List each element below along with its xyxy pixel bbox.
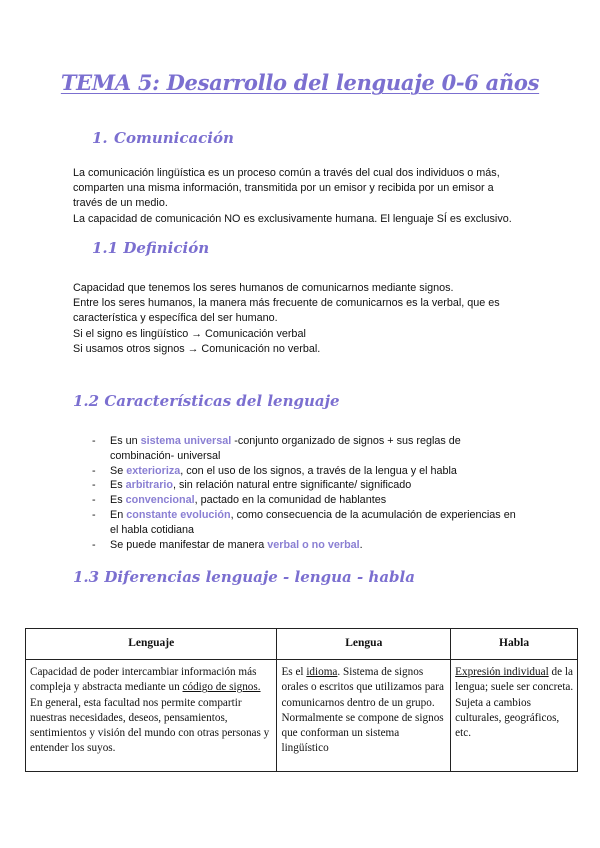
cell-lenguaje <box>26 660 277 772</box>
section-heading-comunicacion <box>92 129 234 147</box>
list-dash: - <box>92 494 96 507</box>
table-row <box>26 660 578 772</box>
section-heading-definicion: 1.1 Definición <box>92 239 210 257</box>
paragraph: Entre los seres humanos, la manera más frecuente de comunicarnos es la verbal, que es característica y específica del ser humano. <box>73 297 500 325</box>
cell-underlined: idioma <box>306 666 338 678</box>
item-text: , como consecuencia de la acumulación de experiencias en el habla cotidiana <box>110 508 516 536</box>
item-text: Es un <box>110 435 141 447</box>
table-header-habla: Habla <box>451 629 578 660</box>
table-header-lenguaje: Lenguaje <box>26 629 277 660</box>
item-highlight: verbal o no verbal <box>267 538 360 551</box>
item-highlight: convencional <box>125 494 195 507</box>
list-dash: - <box>92 479 96 492</box>
cell-habla <box>451 660 578 772</box>
table-header-lengua: Lengua <box>277 629 451 660</box>
item-highlight: sistema universal <box>140 435 232 447</box>
cell-lengua <box>277 660 451 772</box>
cell-text: En general, esta facultad nos permite compartir nuestras necesidades, deseos, pensamientos, sentimientos y visión del mundo con otras personas y entender los suyos. <box>30 696 270 755</box>
list-item <box>92 493 522 508</box>
section-heading-diferencias: 1.3 Diferencias lenguaje - lengua - habla <box>73 568 415 586</box>
section-heading-text: Comunicación <box>114 129 234 147</box>
list-dash: - <box>92 538 96 551</box>
cell-underlined: código de signos. <box>182 681 261 694</box>
list-item <box>92 464 522 479</box>
item-text: , con el uso de los signos, a través de la lengua y el habla <box>180 464 457 477</box>
cell-text: . Sistema de signos orales o escritos que utilizamos para comunicarnos dentro de un grupo. Normalmente se compone de signos que conforman un sistema lingüístico <box>281 666 444 755</box>
caracteristicas-list <box>92 434 522 552</box>
paragraph: Capacidad que tenemos los seres humanos de comunicarnos mediante signos. <box>73 282 454 294</box>
item-text: -conjunto organizado de signos + sus reglas de combinación- universal <box>110 435 461 462</box>
paragraph: La capacidad de comunicación NO es exclusivamente humana. El lenguaje SÍ es exclusivo. <box>73 212 512 225</box>
item-text: , pactado en la comunidad de hablantes <box>194 494 387 507</box>
paragraph: Si usamos otros signos → Comunicación no verbal. <box>73 342 321 355</box>
list-item <box>92 434 522 464</box>
section-heading-caracteristicas: 1.2 Características del lenguaje <box>73 392 340 410</box>
item-text: Es <box>110 494 126 507</box>
table-header-row <box>26 629 578 660</box>
cell-text: de la lengua; suele ser concreta. Sujeta a cambios culturales, geográficos, etc. <box>455 666 574 740</box>
list-dash: - <box>92 464 96 477</box>
list-dash: - <box>92 435 96 447</box>
item-highlight: exterioriza <box>126 464 181 477</box>
cell-text: Es el <box>281 666 307 678</box>
item-text: En <box>110 508 127 521</box>
cell-text: Capacidad de poder intercambiar información más compleja y abstracta mediante un <box>30 666 257 694</box>
item-highlight: constante evolución <box>126 508 231 521</box>
item-text: . <box>359 538 363 551</box>
list-dash: - <box>92 508 96 521</box>
comunicacion-body <box>73 166 523 227</box>
definicion-body <box>73 281 523 357</box>
item-text: Es <box>110 479 126 492</box>
list-item <box>92 478 522 493</box>
item-text: Se <box>110 464 127 477</box>
paragraph: La comunicación lingüística es un proceso común a través del cual dos individuos o más, comparten una misma información, transmitida por un emisor y recibida por un emisor a través de un medio. <box>73 167 500 210</box>
list-item <box>92 508 522 538</box>
page-title: TEMA 5: Desarrollo del lenguaje 0-6 años <box>60 70 540 95</box>
paragraph: Si el signo es lingüístico → Comunicación verbal <box>73 327 306 340</box>
comparison-table <box>25 628 578 772</box>
section-number: 1. <box>92 129 108 147</box>
item-highlight: arbitrario <box>125 479 174 492</box>
cell-underlined: Expresión individual <box>455 666 549 678</box>
item-text: Se puede manifestar de manera <box>110 538 268 551</box>
item-text: , sin relación natural entre significante/ significado <box>173 479 412 492</box>
list-item <box>92 538 522 553</box>
